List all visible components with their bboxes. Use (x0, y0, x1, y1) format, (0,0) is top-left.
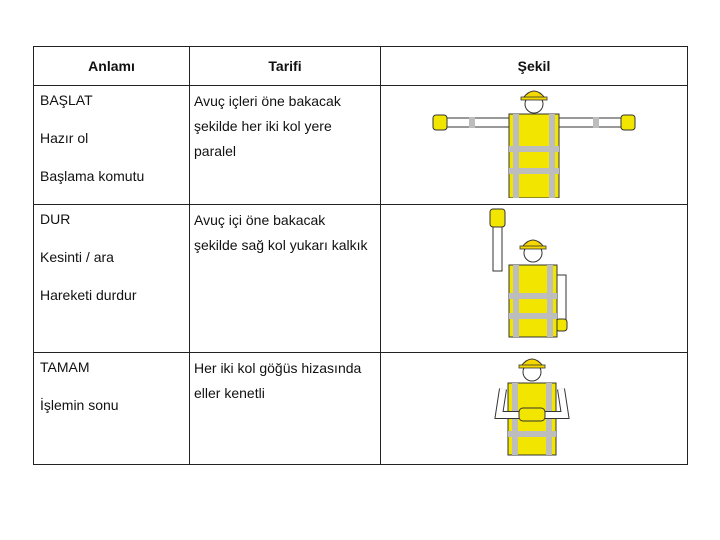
arms-extended-worker-icon (381, 86, 686, 198)
description-cell (190, 205, 381, 353)
figure-cell (381, 86, 688, 205)
crane-signal-table (33, 46, 688, 465)
description-line: Avuç içleri öne bakacak (194, 93, 341, 109)
figure-cell (381, 205, 688, 353)
description-line: Avuç içi öne bakacak (194, 212, 326, 228)
meaning-title: DUR (40, 211, 71, 227)
meaning-title: TAMAM (40, 359, 90, 375)
hands-clasped-worker-icon (381, 353, 686, 458)
description-line: paralel (194, 143, 237, 159)
meaning-line: Hazır ol (40, 130, 89, 146)
meaning-title: BAŞLAT (40, 92, 93, 108)
description-line: şekilde sağ kol yukarı kalkık (194, 237, 368, 253)
description-line: Her iki kol göğüs hizasında (194, 360, 362, 376)
meaning-line: Başlama komutu (40, 168, 145, 184)
meaning-cell (34, 353, 190, 465)
meaning-line: Hareketi durdur (40, 287, 137, 303)
meaning-line: İşlemin sonu (40, 397, 119, 413)
meaning-line: Kesinti / ara (40, 249, 114, 265)
description-cell (190, 353, 381, 465)
table-row-start (34, 86, 688, 205)
table-row-done (34, 353, 688, 465)
description-line: şekilde her iki kol yere (194, 118, 332, 134)
meaning-cell (34, 205, 190, 353)
header-meaning: Anlamı (34, 47, 190, 86)
table-row-stop (34, 205, 688, 353)
header-row (34, 47, 688, 86)
meaning-cell (34, 86, 190, 205)
signal-table-container (33, 46, 687, 454)
right-arm-raised-worker-icon (381, 205, 686, 346)
header-figure: Şekil (381, 47, 688, 86)
description-line: eller kenetli (194, 385, 265, 401)
figure-cell (381, 353, 688, 465)
description-cell (190, 86, 381, 205)
header-description: Tarifi (190, 47, 381, 86)
